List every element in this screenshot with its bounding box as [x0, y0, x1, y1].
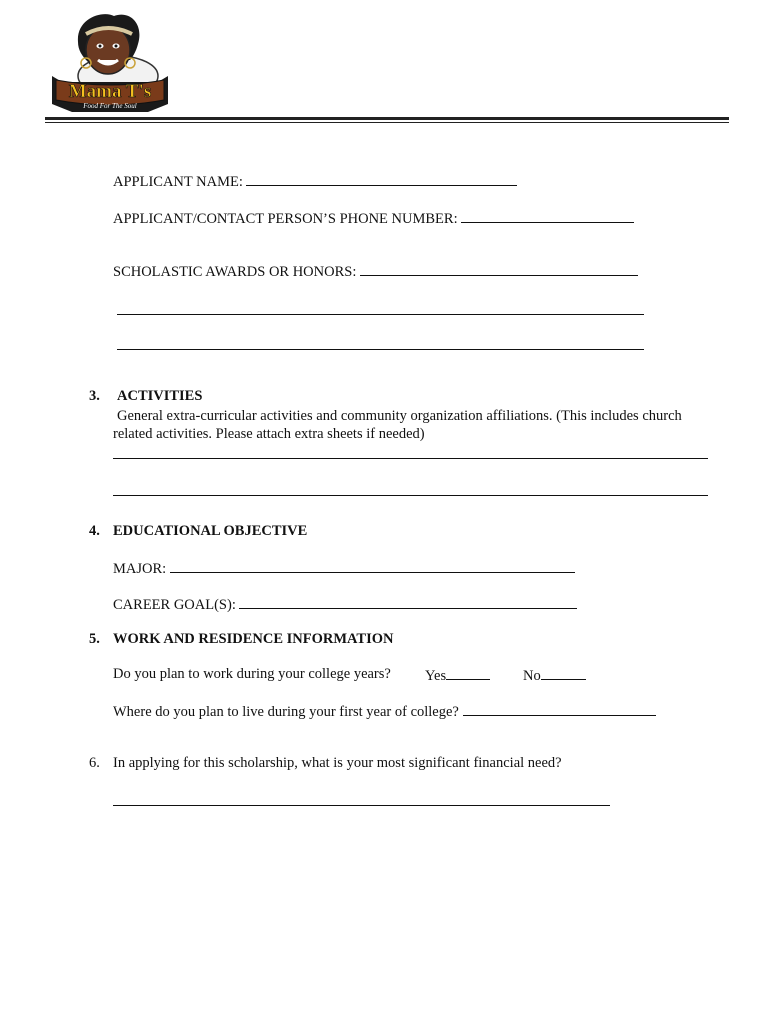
- activities-number: 3.: [89, 388, 100, 404]
- activities-title: ACTIVITIES: [117, 388, 203, 404]
- educational-title: EDUCATIONAL OBJECTIVE: [113, 523, 308, 539]
- work-yes-field[interactable]: [446, 666, 490, 680]
- educational-number: 4.: [89, 523, 100, 539]
- work-no-field[interactable]: [541, 666, 586, 680]
- applicant-name-label: APPLICANT NAME:: [113, 174, 243, 190]
- logo-brand-text: Mama T's: [68, 81, 152, 102]
- major-row: [113, 559, 575, 578]
- applicant-name-field[interactable]: [246, 172, 517, 186]
- work-no-row: [523, 666, 586, 685]
- awards-field-line-2[interactable]: [117, 314, 644, 315]
- activities-field-line-1[interactable]: [113, 458, 708, 459]
- career-goals-row: [113, 595, 577, 614]
- phone-number-field[interactable]: [461, 209, 634, 223]
- career-goals-field[interactable]: [239, 595, 577, 609]
- awards-field[interactable]: [360, 262, 638, 276]
- financial-number: 6.: [89, 755, 100, 771]
- header-rule-thin: [45, 122, 729, 123]
- work-question: Do you plan to work during your college years?: [113, 666, 391, 682]
- work-yes-label: Yes: [425, 668, 447, 684]
- work-yes-row: [425, 666, 490, 685]
- major-field[interactable]: [170, 559, 575, 573]
- financial-question: In applying for this scholarship, what is your most significant financial need?: [113, 755, 562, 771]
- activities-field-line-2[interactable]: [113, 495, 708, 496]
- activities-description-1: General extra-curricular activities and community organization affiliations. (This includes church: [117, 408, 682, 424]
- awards-label: SCHOLASTIC AWARDS OR HONORS:: [113, 264, 357, 280]
- logo-tagline-text: Food For The Soul: [83, 102, 137, 110]
- work-title: WORK AND RESIDENCE INFORMATION: [113, 631, 394, 647]
- awards-field-line-3[interactable]: [117, 349, 644, 350]
- live-question-row: [113, 702, 656, 721]
- phone-number-label: APPLICANT/CONTACT PERSON’S PHONE NUMBER:: [113, 211, 458, 227]
- career-goals-label: CAREER GOAL(S):: [113, 597, 236, 613]
- work-no-label: No: [523, 668, 541, 684]
- applicant-name-row: [113, 172, 517, 191]
- activities-description-2: related activities. Please attach extra sheets if needed): [113, 426, 425, 442]
- phone-number-row: [113, 209, 634, 228]
- live-question-field[interactable]: [463, 702, 656, 716]
- financial-field-line[interactable]: [113, 805, 610, 806]
- major-label: MAJOR:: [113, 561, 167, 577]
- mama-ts-logo: [48, 8, 172, 116]
- awards-row: [113, 262, 638, 281]
- work-number: 5.: [89, 631, 100, 647]
- header-rule: [45, 117, 729, 120]
- live-question-label: Where do you plan to live during your first year of college?: [113, 704, 459, 720]
